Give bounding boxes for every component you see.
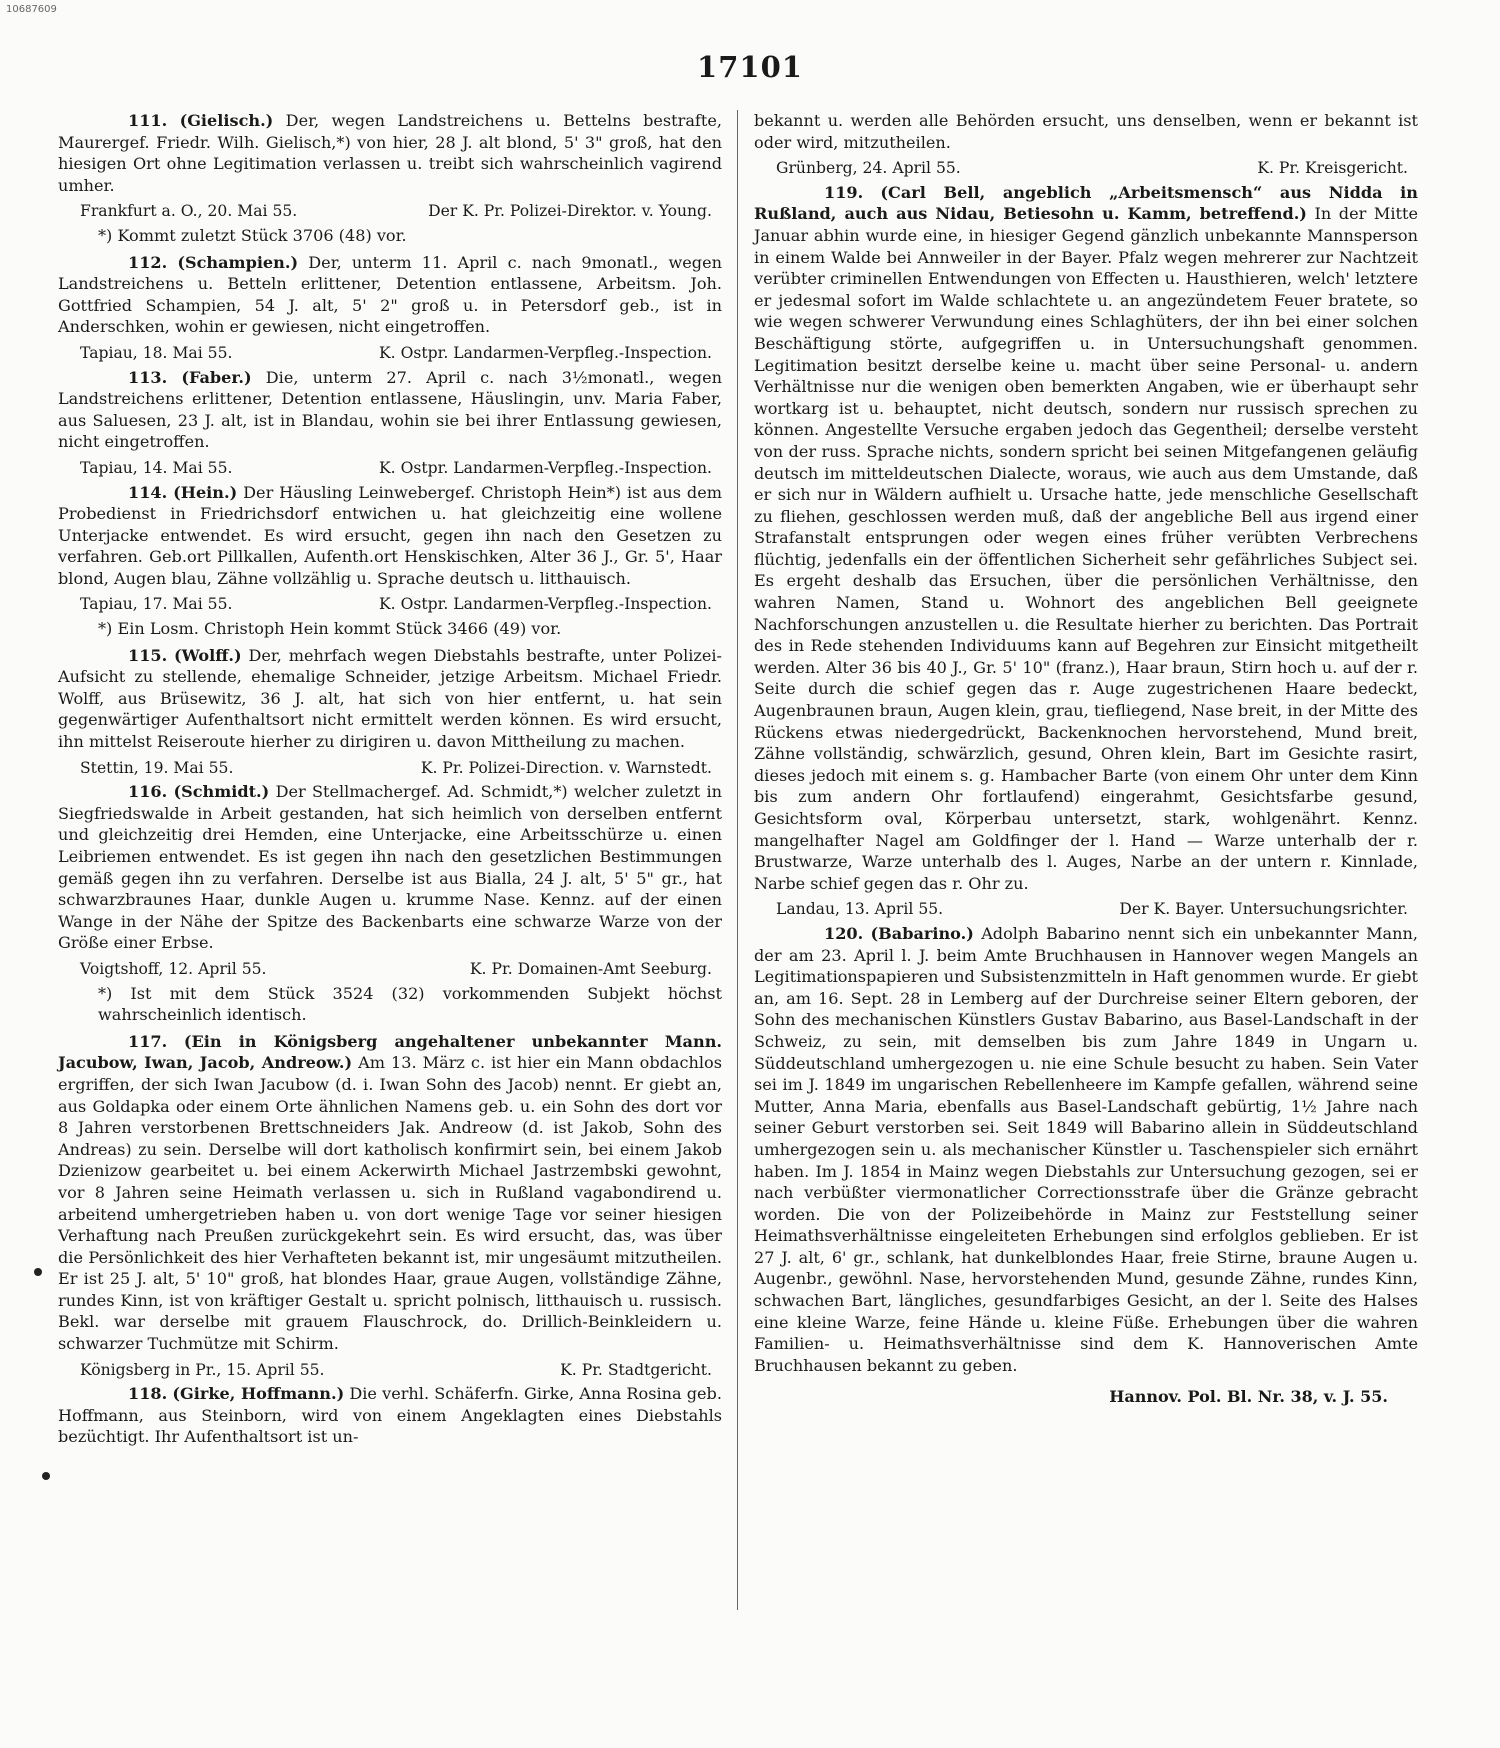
entry-keyword: (Girke, Hoffmann.) [172,1384,345,1404]
entry-text: Die, unterm 27. April c. nach 3½monatl., wegen Landstreichens erlittener, Detention entlassene, Häuslingin, unv. Maria Faber, aus Saluesen, 23 J. alt, ist in Blandau, wohin sie bei ihrer Entlassung gewiesen, nicht eingetroffen. [58,367,722,452]
signature-line [58,343,722,365]
entry-text: Der, mehrfach wegen Diebstahls bestrafte, unter Polizei-Aufsicht zu stellende, ehemalige Schneider, jetzige Arbeitsm. Michael Friedr. Wolff, aus Brüsewitz, 36 J. alt, hat sich von hier entfernt, u. hat sein gegenwärtiger Aufenthaltsort nicht ermittelt werden können. Es wird ersucht, ihn mittelst Reiseroute hierher zu dirigiren u. davon Mittheilung zu machen. [58,645,722,752]
notice-entry [754,923,1418,1376]
entry-keyword: (Babarino.) [870,923,974,943]
signature-place-date: Grünberg, 24. April 55. [776,159,961,178]
entry-text: Der Häusling Leinwebergef. Christoph Hein*) ist aus dem Probedienst in Friedrichsdorf entwichen u. hat gleichzeitig eine wollene Unterjacke entwendet. Es wird ersucht, gegen ihn nach den Gesetzen zu verfahren. Geb.ort Pillkallen, Aufenth.ort Henskischken, Alter 36 J., Gr. 5', Haar blond, Augen blau, Zähne vollzählig u. Sprache deutsch u. litthauisch. [58,482,722,588]
notice-entry [58,482,722,590]
signature-authority: K. Pr. Polizei-Direction. v. Warnstedt. [420,758,712,777]
footnote: *) Kommt zuletzt Stück 3706 (48) vor. [98,225,407,245]
signature-authority: K. Ostpr. Landarmen-Verpfleg.-Inspection. [379,595,712,614]
entry-number: 114. [128,482,168,502]
entry-number: 120. [824,923,864,943]
entry-number: 115. [128,645,168,665]
entry-text: Der Stellmachergef. Ad. Schmidt,*) welcher zuletzt in Siegfriedswalde in Arbeit gestanden, hat sich heimlich von derselben entfernt und gleichzeitig drei Hemden, eine Unterjacke, eine Arbeitsschürze u. einen Leibriemen entwendet. Es ist gegen ihn nach den gesetzlichen Bestimmungen gemäß gegen ihn zu verfahren. Derselbe ist aus Bialla, 24 J. alt, 5' 5" gr., hat schwarzbraunes Haar, dunkle Augen u. krumme Nase. Kennz. auf der einen Wange in der Nähe der Spitze des Backenbarts eine schwarze Warze von der Größe einer Erbse. [58,782,722,953]
right-column [754,110,1418,1424]
entry-keyword: (Carl Bell, angeblich „Arbeitsmensch“ aus Nidda in Rußland, auch aus Nidau, Betiesohn u. Kamm, betreffend.) [754,182,1418,224]
signature-place-date: Tapiau, 17. Mai 55. [80,595,233,614]
ink-blot [34,1268,42,1276]
notice-entry [58,367,722,453]
entry-number: 112. [128,252,168,272]
signature-line [58,201,722,223]
signature-line [58,959,722,981]
signature-line [58,1360,722,1382]
signature-place-date: Frankfurt a. O., 20. Mai 55. [80,202,298,221]
entry-number: 116. [128,782,168,802]
signature-authority: K. Ostpr. Landarmen-Verpfleg.-Inspection. [379,458,712,477]
signature-authority: Der K. Pr. Polizei-Direktor. v. Young. [428,202,712,221]
source-citation: Hannov. Pol. Bl. Nr. 38, v. J. 55. [1109,1387,1388,1407]
signature-line [58,594,722,616]
entry-number: 117. [128,1031,168,1051]
notice-entry [754,182,1418,895]
entry-keyword: (Schmidt.) [173,782,270,802]
entry-text: Der, unterm 11. April c. nach 9monatl., wegen Landstreichens u. Betteln erlittener, Detention entlassene, Arbeitsm. Joh. Gottfried Schampien, 54 J. alt, 5' 2" groß u. in Petersdorf geb., ist in Anderschken, wohin er gewiesen, nicht eingetroffen. [58,252,722,337]
left-column [58,110,722,1453]
signature-line [754,899,1418,921]
signature-line [754,158,1418,180]
entry-keyword: (Schampien.) [177,252,299,272]
notice-entry [58,1383,722,1448]
signature-line [58,458,722,480]
column-divider [737,110,738,1610]
signature-place-date: Tapiau, 14. Mai 55. [80,458,233,477]
signature-authority: K. Ostpr. Landarmen-Verpfleg.-Inspection. [379,343,712,362]
signature-authority: K. Pr. Stadtgericht. [560,1360,712,1379]
signature-authority: K. Pr. Domainen-Amt Seeburg. [469,959,712,978]
entry-keyword: (Faber.) [181,367,252,387]
scan-id: 10687609 [6,4,57,15]
notice-entry [58,781,722,954]
entry-text: Die verhl. Schäferfn. Girke, Anna Rosina geb. Hoffmann, aus Steinborn, wird von einem Angeklagten eines Diebstahls bezüchtigt. Ihr Aufenthaltsort ist un- [58,1384,722,1447]
page-number: 17101 [697,50,803,84]
signature-line [58,758,722,780]
entry-text: In der Mitte Januar abhin wurde eine, in hiesiger Gegend gänzlich unbekannte Mannsperson in einem Walde bei Annweiler in der Bayer. Pfalz wegen mehrerer zur Nachtzeit verübter criminellen Entwendungen von Effecten u. Hausthieren, welch' letztere er jedesmal sofort im Walde schlachtete u. an angezündetem Feuer bratete, so wie wegen schwerer Verwundung eines Schlaghüters, der ihn bei einer solchen Beschäftigung störte, aufgegriffen u. in Untersuchungshaft genommen. Legitimation besitzt derselbe keine u. macht über seine Personal- u. andern Verhältnisse nur die wenigen oben bemerkten Angaben, wie er überhaupt sehr wortkarg ist u. behauptet, nicht deutsch, sondern nur russisch sprechen zu können. Angestellte Versuche ergaben jedoch das Gegentheil; derselbe versteht von der russ. Sprache nichts, sondern spricht bei seinen Mitgefangenen geläufig deutsch im mitteldeutschen Dialecte, woraus, wie auch aus dem Umstande, daß er sich nur in Wäldern aufhielt u. Ursache hatte, jede menschliche Gesellschaft zu fliehen, geschlossen werden muß, daß der angebliche Bell aus irgend einer Strafanstalt entsprungen oder wegen eines früher verübten Verbrechens flüchtig, jedenfalls ein der öffentlichen Sicherheit sehr gefährliches Subject sei. Es ergeht deshalb das Ersuchen, über die persönlichen Verhältnisse, den wahren Namen, Stand u. Wohnort des angeblichen Bell geeignete Nachforschungen anzustellen u. die Resultate hierher zu berichten. Das Portrait des in Rede stehenden Individuums kann auf Begehren zur Einsicht mitgetheilt werden. Alter 36 bis 40 J., Gr. 5' 10" (franz.), Haar braun, Stirn hoch u. auf der r. Seite durch die schief gegen das r. Auge zugestrichenen Haare bedeckt, Augenbraunen braun, Augen klein, grau, tiefliegend, Nase breit, in der Mitte des Rückens etwas niedergedrückt, Backenknochen hervorstehend, Mund breit, Zähne vollständig, schwärzlich, gesund, Ohren klein, Bart im Gesichte rasirt, dieses jedoch mit einem s. g. Hambacher Barte (von einem Ohr unter dem Kinn bis zum andern Ohr fortlaufend) eingerahmt, Gesichtsfarbe gesund, Gesichtsform oval, Körperbau untersetzt, stark, wohlgenährt. Kennz. mangelhafter Nagel am Goldfinger der l. Hand — Warze unterhalb der r. Brustwarze, Warze unterhalb des l. Auges, Narbe an der untern r. Kinnlade, Narbe schief gegen das r. Ohr zu. [754,204,1418,893]
signature-place-date: Königsberg in Pr., 15. April 55. [80,1360,325,1379]
entry-text: Am 13. März c. ist hier ein Mann obdachlos ergriffen, der sich Iwan Jacubow (d. i. Iwan Sohn des Jacob) nennt. Er giebt an, aus Goldapka oder einem Orte ähnlichen Namens geb. u. ein Sohn des dort vor 8 Jahren verstorbenen Brettschneiders Jak. Andreow (d. ist Jakob, Sohn des Andreas) zu sein. Derselbe will dort katholisch konfirmirt sein, bei einem Jakob Dzienizow gearbeitet u. bei einem Ackerwirth Michael Jastrzembski gewohnt, vor 8 Jahren seine Heimath verlassen u. sich in Rußland vagabondirend u. arbeitend umhergetrieben haben u. von dort wenige Tage vor seiner hiesigen Verhaftung nach Preußen zurückgekehrt sein. Es wird ersucht, das, was über die Persönlichkeit des hier Verhafteten bekannt ist, mir ungesäumt mitzutheilen. Er ist 25 J. alt, 5' 10" groß, hat blondes Haar, graue Augen, vollständige Zähne, rundes Kinn, ist von kräftiger Gestalt u. spricht polnisch, litthauisch u. russisch. Bekl. war derselbe mit grauem Flauschrock, do. Drillich-Beinkleidern u. schwarzer Tuchmütze mit Schirm. [58,1053,722,1354]
signature-place-date: Tapiau, 18. Mai 55. [80,343,233,362]
notice-entry [58,1031,722,1355]
notice-entry [58,645,722,753]
entry-number: 113. [128,367,168,387]
signature-authority: K. Pr. Kreisgericht. [1257,159,1408,178]
entry-keyword: (Wolff.) [174,645,242,665]
footnote: *) Ein Losm. Christoph Hein kommt Stück 3466 (49) vor. [98,619,562,639]
entry-text: Adolph Babarino nennt sich ein unbekannter Mann, der am 23. April l. J. beim Amte Bruchhausen in Hannover wegen Mangels an Legitimationspapieren und Subsistenzmitteln in Haft genommen wurde. Er giebt an, am 16. Sept. 28 in Lemberg auf der Durchreise seiner Eltern geboren, der Sohn des mechanischen Künstlers Gustav Babarino, aus Basel-Landschaft in der Schweiz, zu sein, mit demselben bis zum Jahre 1849 in Ungarn u. Süddeutschland umhergezogen u. nie eine Schule besucht zu haben. Sein Vater sei im J. 1849 im ungarischen Rebellenheere im Kampfe gefallen, während seine Mutter, Anna Maria, ebenfalls aus Basel-Landschaft gebürtig, 1½ Jahre nach seiner Geburt verstorben sei. Seit 1849 will Babarino allein in Süddeutschland umhergezogen sein u. als mechanischer Künstler u. Taschenspieler sich ernährt haben. Im J. 1854 in Mainz wegen Diebstahls zur Untersuchung gezogen, sei er nach verbüßter viermonatlicher Correctionsstrafe über die Gränze gebracht worden. Die von der Polizeibehörde in Mainz zur Feststellung seiner Heimathsverhältnisse eingeleiteten Erhebungen sind erfolglos geblieben. Er ist 27 J. alt, 6' gr., schlank, hat dunkelblondes Haar, freie Stirne, braune Augen u. Augenbr., gewöhnl. Nase, hervorstehenden Mund, gesunde Zähne, rundes Kinn, schwachen Bart, längliches, gesundfarbiges Gesicht, an der l. Seite des Halses eine kleine Warze, feine Hände u. kleine Füße. Erhebungen über die wahren Familien- u. Heimathsverhältnisse sind dem K. Hannoverischen Amte Bruchhausen bekannt zu geben. [754,923,1418,1375]
signature-place-date: Stettin, 19. Mai 55. [80,758,234,777]
entry-text: Der, wegen Landstreichens u. Bettelns bestrafte, Maurergef. Friedr. Wilh. Gielisch,*) von hier, 28 J. alt blond, 5' 3" groß, hat den hiesigen Ort ohne Legitimation verlassen u. treibt sich wahrscheinlich vagirend umher. [58,111,722,195]
entry-number: 111. [128,111,168,130]
continued-text: bekannt u. werden alle Behörden ersucht, uns denselben, wenn er bekannt ist oder wird, mitzutheilen. [754,111,1418,152]
signature-authority: Der K. Bayer. Untersuchungsrichter. [1119,900,1408,919]
notice-entry [58,252,722,338]
entry-keyword: (Hein.) [173,482,238,502]
entry-keyword: (Ein in Königsberg angehaltener unbekannter Mann. Jacubow, Iwan, Jacob, Andreow.) [58,1031,722,1073]
signature-place-date: Landau, 13. April 55. [776,900,944,919]
entry-number: 118. [128,1384,168,1404]
ink-blot [42,1472,50,1480]
entry-number: 119. [824,182,864,202]
notice-entry [58,110,722,196]
entry-keyword: (Gielisch.) [179,111,274,130]
footnote: *) Ist mit dem Stück 3524 (32) vorkommenden Subjekt höchst wahrscheinlich identisch. [98,983,722,1025]
signature-place-date: Voigtshoff, 12. April 55. [80,959,267,978]
